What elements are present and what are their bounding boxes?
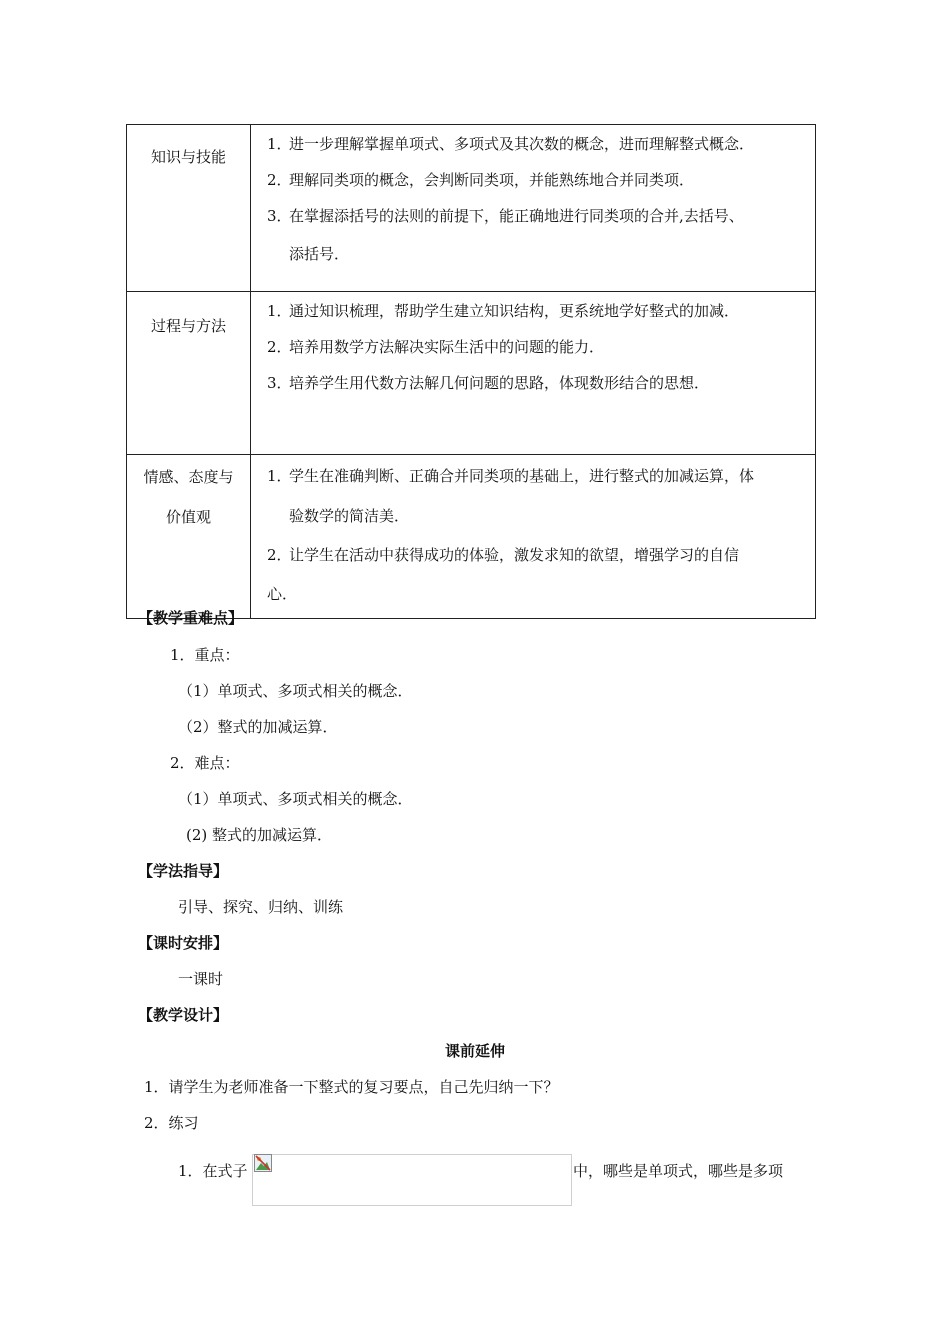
list-item: 2．理解同类项的概念，会判断同类项，并能熟练地合并同类项． (267, 171, 695, 189)
schedule-text: 一课时 (178, 970, 224, 988)
formula-image-placeholder (252, 1154, 572, 1206)
category-cell (127, 125, 251, 292)
list-item: （2）整式的加减运算． (178, 718, 338, 736)
subtitle: 课前延伸 (444, 1042, 505, 1060)
focus-label: 1．重点： (170, 646, 240, 664)
table-row (127, 125, 816, 292)
list-item: 1．进一步理解掌握单项式、多项式及其次数的概念，进而理解整式概念． (267, 135, 755, 153)
list-item: 2．练习 (144, 1114, 199, 1132)
list-item: （1）单项式、多项式相关的概念． (178, 790, 413, 808)
category-cell (127, 455, 251, 619)
list-item: 2．让学生在活动中获得成功的体验，激发求知的欲望，增强学习的自信 (267, 546, 740, 564)
objectives-table (126, 124, 816, 619)
list-item: 1．请学生为老师准备一下整式的复习要点，自己先归纳一下？ (144, 1078, 559, 1096)
section-heading-schedule: 【课时安排】 (138, 934, 229, 952)
table-row (127, 292, 816, 455)
items-cell (251, 125, 816, 292)
list-item: 2．培养用数学方法解决实际生活中的问题的能力． (267, 338, 605, 356)
category-cell (127, 292, 251, 455)
items-cell (251, 292, 816, 455)
list-item-continuation: 验数学的简洁美． (289, 507, 410, 525)
category-label: 价值观 (165, 508, 211, 526)
category-label: 过程与方法 (150, 317, 226, 335)
exercise-prefix: 1．在式子 (178, 1162, 248, 1180)
list-item: (2) 整式的加减运算． (186, 826, 333, 844)
list-item: 1．学生在准确判断、正确合并同类项的基础上，进行整式的加减运算，体 (267, 467, 755, 485)
method-text: 引导、探究、归纳、训练 (178, 898, 344, 916)
exercise-suffix: 中，哪些是单项式，哪些是多项 (573, 1162, 784, 1180)
category-label: 知识与技能 (150, 148, 226, 166)
list-item: 1．通过知识梳理，帮助学生建立知识结构，更系统地学好整式的加减． (267, 302, 740, 320)
list-item: 3．在掌握添括号的法则的前提下，能正确地进行同类项的合并,去括号、 (267, 207, 744, 225)
list-item: （1）单项式、多项式相关的概念． (178, 682, 413, 700)
broken-image-icon (254, 1154, 272, 1172)
difficulty-label: 2．难点： (170, 754, 240, 772)
category-label: 情感、态度与 (143, 468, 234, 486)
items-cell (251, 455, 816, 619)
list-item-continuation: 心． (267, 585, 298, 603)
section-heading-design: 【教学设计】 (138, 1006, 229, 1024)
table-row (127, 455, 816, 619)
section-heading-method: 【学法指导】 (138, 862, 229, 880)
list-item: 3．培养学生用代数方法解几何问题的思路，体现数形结合的思想． (267, 374, 710, 392)
section-heading-key-points: 【教学重难点】 (138, 609, 244, 627)
list-item-continuation: 添括号． (289, 245, 350, 263)
